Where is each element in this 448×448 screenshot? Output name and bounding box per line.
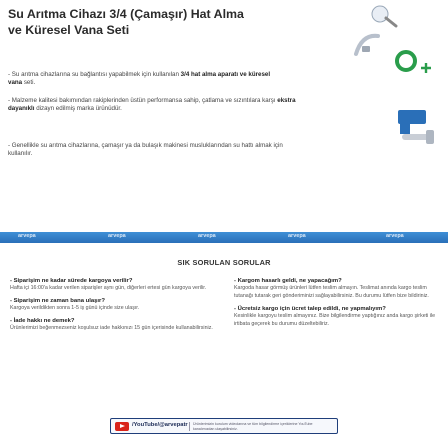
band-brand-label: arvepa — [386, 233, 404, 239]
faq-item — [234, 277, 444, 301]
faq-answer: Hafta içi 16:00'a kadar verilen siparişler aynı gün, diğerleri ertesi gün kargoya verilir. — [10, 285, 207, 292]
description-line-2: - Malzeme kalitesi bakımından rakiplerinden üstün performansa sahip, çatlama ve sızıntılara karşı ekstra dayanıklı dizayn edilmiş marka ürünüdür. — [8, 97, 296, 112]
faq-item — [234, 305, 444, 329]
title-line-2: ve Küresel Vana Seti — [8, 23, 130, 37]
faq-title: SIK SORULAN SORULAR — [177, 258, 271, 267]
faq-item — [10, 297, 224, 313]
lightbulb-icon — [366, 4, 402, 30]
title-line-1: Su Arıtma Cihazı 3/4 (Çamaşır) Hat Alma — [8, 7, 244, 21]
faq-question: - Ücretsiz kargo için ücret talep edildi, ne yapmalıyım? — [234, 305, 386, 312]
ball-valve-icon — [396, 108, 436, 146]
faq-question: - Siparişim ne kadar sürede kargoya verilir? — [10, 278, 133, 284]
plus-icon — [420, 62, 432, 74]
youtube-channel-label: /YouTube/@arvepatr — [132, 422, 188, 428]
faq-question: - İade hakkı ne demek? — [10, 318, 75, 324]
faq-answer: Ürünlerimizi beğenmezseniz koşulsuz iade hakkınızı 15 gün içerisinde kullanabilirsiniz. — [10, 325, 213, 332]
youtube-banner[interactable] — [110, 418, 338, 434]
faq-answer: Kargoya verildikten sonra 1-5 iş günü içinde size ulaşır. — [10, 305, 140, 312]
band-brand-label: arvepa — [108, 233, 126, 239]
faq-item — [10, 277, 224, 293]
brand-band — [0, 232, 448, 243]
band-brand-label: arvepa — [288, 233, 306, 239]
description-line-1: - Su arıtma cihazlarına su bağlantısı yapabilmek için kullanılan 3/4 hat alma aparatı ve küresel vana seti. — [8, 71, 271, 86]
youtube-note: Ürünlerimizin kurulum videolarına ve tüm bilgilendirme içeriklerine YouTube kanalımızdan ulaşabilirsiniz. — [189, 422, 333, 431]
faq-column-right — [234, 277, 444, 332]
description-line-3: - Genellikle su arıtma cihazlarına, çamaşır ya da bulaşık makinesi musluklarından su hattı almak için kullanılır. — [8, 142, 283, 157]
faq-answer: Kesinlikle kargoyu teslim almayınız. Bize bilgilendirme yaptığınız anda kargo şirketi ile irtibata geçerek bu durumu düzeltebiliriz. — [234, 313, 436, 327]
product-title — [8, 6, 338, 38]
band-brand-label: arvepa — [198, 233, 216, 239]
youtube-icon — [115, 422, 129, 431]
faq-question: - Siparişim ne zaman bana ulaşır? — [10, 298, 105, 304]
faq-question: - Kargom hasarlı geldi, ne yapacağım? — [234, 278, 342, 284]
hose-adapter-icon — [352, 30, 386, 58]
faq-item — [10, 317, 224, 333]
band-brand-label: arvepa — [18, 233, 36, 239]
faq-answer: Kargoda hasar görmüş ürünleri lütfen teslim almayın. Teslimat anında kargo teslim tutanağı tutarak geri gönderiminizi sağlayabilirsiniz. Bu durumu lütfen bize bildiriniz. — [234, 285, 429, 299]
faq-column-left — [10, 277, 224, 337]
o-ring-icon — [393, 48, 419, 74]
